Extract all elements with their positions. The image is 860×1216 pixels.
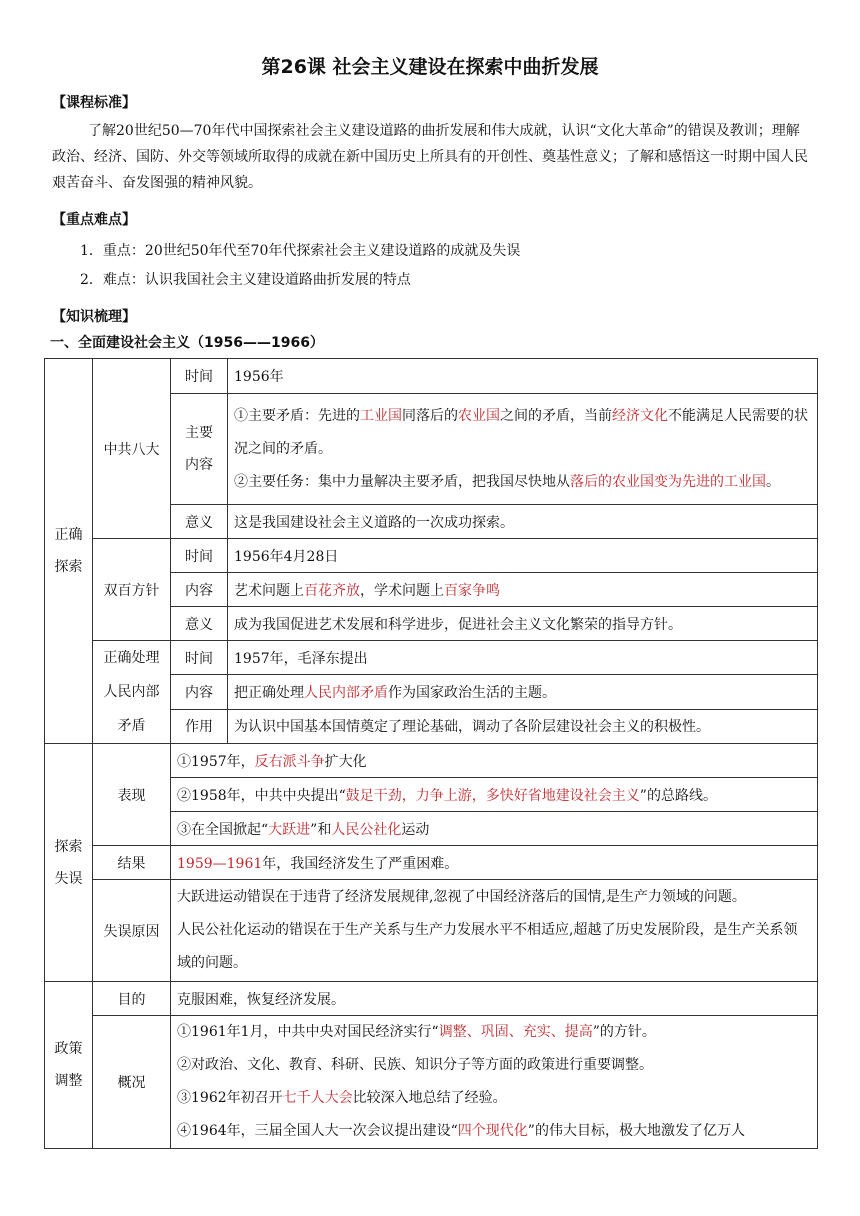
biaoxian-line-3: ③在全国掀起“大跃进”和人民公社化运动 (171, 812, 818, 846)
key-points-heading: 【重点难点】 (52, 212, 136, 228)
mudi-label: 目的 (93, 982, 171, 1016)
bajie-content: ①主要矛盾：先进的工业国同落后的农业国之间的矛盾，当前经济文化不能满足人民需要的状况之间的矛盾。 ②主要任务：集中力量解决主要矛盾，把我国尽快地从落后的农业国变为先进的工业国。 (228, 394, 818, 505)
bajie-content-label: 主要内容 (171, 394, 228, 505)
group-policy-adjustment: 政策调整 (45, 982, 93, 1149)
jieguo-label: 结果 (93, 846, 171, 880)
mudi-text: 克服困难，恢复经济发展。 (171, 982, 818, 1016)
gaikuang-text: ①1961年1月，中共中央对国民经济实行“调整、巩固、充实、提高”的方针。 ②对政治、文化、教育、科研、民族、知识分子等方面的政策进行重要调整。 ③1962年初召开七千人大会比较深入地总结了经验。 ④1964年，三届全国人大一次会议提出建设“四个现代化”的伟大目标，极大地激发了亿万人 (171, 1016, 818, 1149)
biaoxian-line-2: ②1958年，中共中央提出“鼓足干劲，力争上游，多快好省地建设社会主义”的总路线。 (171, 778, 818, 812)
section-1-heading: 一、全面建设社会主义（1956——1966） (50, 335, 324, 351)
shuangbai-content-label: 内容 (171, 573, 228, 607)
gaikuang-label: 概况 (93, 1016, 171, 1149)
neibu-time: 1957年，毛泽东提出 (228, 641, 818, 675)
knowledge-table (44, 358, 818, 1149)
shuangbai-time-label: 时间 (171, 539, 228, 573)
bajie-name: 中共八大 (93, 359, 171, 539)
course-standard-text (52, 118, 812, 196)
neibu-time-label: 时间 (171, 641, 228, 675)
neibu-content: 把正确处理人民内部矛盾作为国家政治生活的主题。 (228, 675, 818, 709)
page-title: 第26课 社会主义建设在探索中曲折发展 (261, 56, 599, 78)
bajie-time-label: 时间 (171, 359, 228, 394)
shuangbai-sig-label: 意义 (171, 607, 228, 641)
biaoxian-line-1: ①1957年，反右派斗争扩大化 (171, 744, 818, 778)
neibu-role: 为认识中国基本国情奠定了理论基础，调动了各阶层建设社会主义的积极性。 (228, 709, 818, 743)
bajie-sig-label: 意义 (171, 505, 228, 539)
jieguo-text: 1959—1961年，我国经济发生了严重困难。 (171, 846, 818, 880)
course-standard-heading: 【课程标准】 (52, 95, 136, 111)
key-point-1: 1．重点：20世纪50年代至70年代探索社会主义建设道路的成就及失误 (80, 243, 521, 259)
neibu-name: 正确处理人民内部矛盾 (93, 641, 171, 744)
bajie-time: 1956年 (228, 359, 818, 394)
shuangbai-sig: 成为我国促进艺术发展和科学进步，促进社会主义文化繁荣的指导方针。 (228, 607, 818, 641)
group-exploration-mistakes: 探索失误 (45, 744, 93, 982)
shuangbai-name: 双百方针 (93, 539, 171, 641)
bajie-sig: 这是我国建设社会主义道路的一次成功探索。 (228, 505, 818, 539)
neibu-content-label: 内容 (171, 675, 228, 709)
course-standard-body: 了解20世纪50—70年代中国探索社会主义建设道路的曲折发展和伟大成就，认识“文化大革命”的错误及教训；理解政治、经济、国防、外交等领域所取得的成就在新中国历史上所具有的开创性、奠基性意义；了解和感悟这一时期中国人民艰苦奋斗、奋发图强的精神风貌。 (52, 123, 808, 191)
group-correct-exploration: 正确探索 (45, 359, 93, 744)
yuanyin-text: 大跃进运动错误在于违背了经济发展规律,忽视了中国经济落后的国情,是生产力领域的问题。 人民公社化运动的错误在于生产关系与生产力发展水平不相适应,超越了历史发展阶段，是生产关系领域的问题。 (171, 880, 818, 982)
biaoxian-label: 表现 (93, 744, 171, 846)
knowledge-heading: 【知识梳理】 (52, 309, 136, 325)
shuangbai-content: 艺术问题上百花齐放，学术问题上百家争鸣 (228, 573, 818, 607)
yuanyin-label: 失误原因 (93, 880, 171, 982)
key-point-2: 2．难点：认识我国社会主义建设道路曲折发展的特点 (80, 272, 411, 288)
shuangbai-time: 1956年4月28日 (228, 539, 818, 573)
neibu-role-label: 作用 (171, 709, 228, 743)
